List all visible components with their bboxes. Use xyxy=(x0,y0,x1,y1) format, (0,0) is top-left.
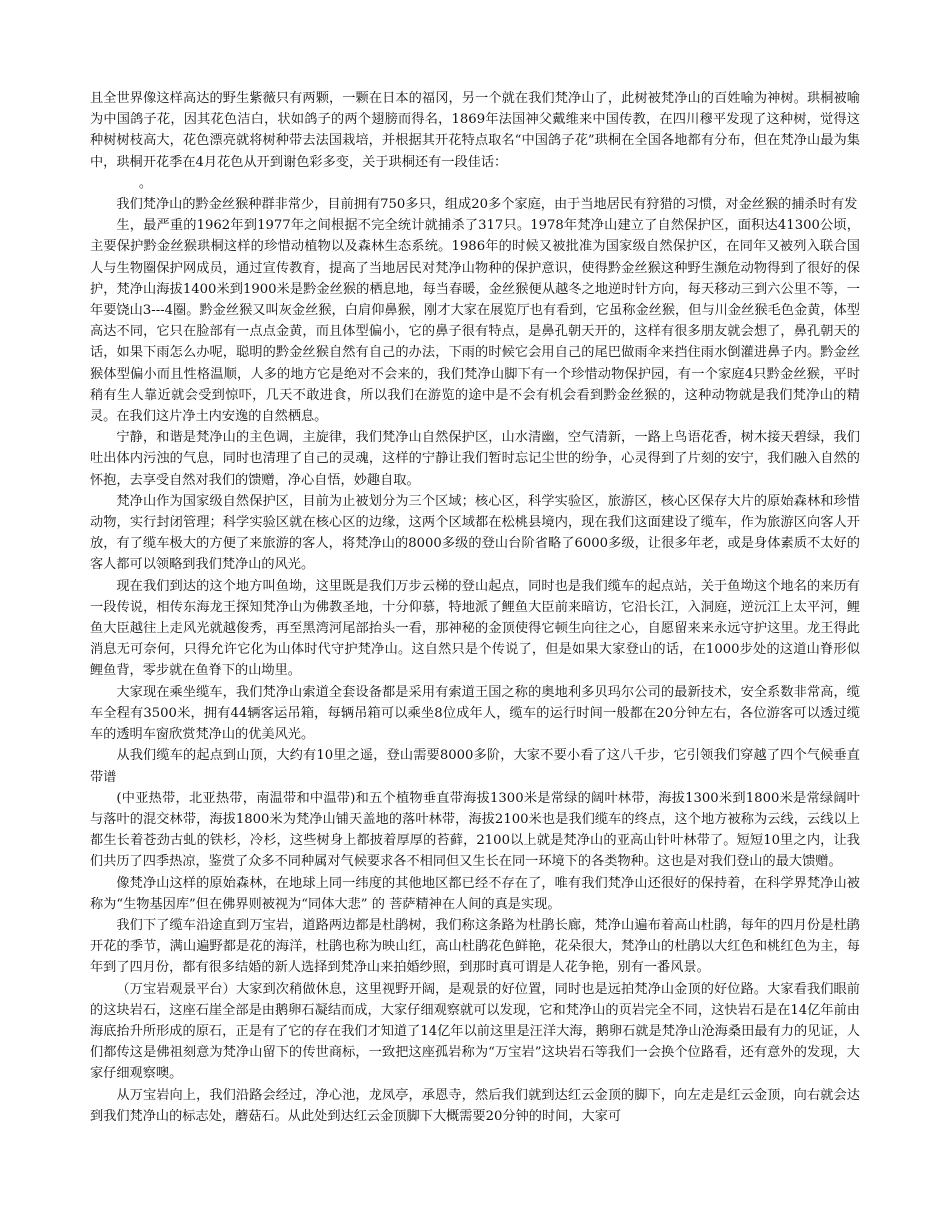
paragraph: 。 xyxy=(138,175,153,191)
paragraph: 梵净山作为国家级自然保护区，目前为止被划分为三个区域；核心区，科学实验区，旅游区，核心区保存大片的原始森林和珍惜动物，实行封闭管理；科学实验区就在核心区的边缘，这两个区域都在松桃县境内，现在我们这面建设了缆车，作为旅游区向客人开放，有了缆车极大的方便了来旅游的客人，将梵净山的8000多级的登山台阶省略了6000多级，让很多年老，或是身体素质不太好的客人都可以领略到我们梵净山的风光。 xyxy=(90,493,860,573)
paragraph: 我们下了缆车沿途直到万宝岩，道路两边都是杜鹃树，我们称这条路为杜鹃长廊，梵净山遍布着高山杜鹃，每年的四月份是杜鹃开花的季节，满山遍野都是花的海洋，杜鹃也称为映山红，高山杜鹃花色鲜艳，花朵很大，梵净山的杜鹃以大红色和桃红色为主，每年到了四月份，都有很多结婚的新人选择到梵净山来拍婚纱照，到那时真可谓是人花争艳，别有一番风景。 xyxy=(90,917,860,976)
paragraph: 从万宝岩向上，我们沿路会经过，净心池，龙凤亭，承恩寺，然后我们就到达红云金顶的脚下，向左走是红云金顶，向右就会达到我们梵净山的标志处，蘑菇石。从此处到达红云金顶脚下大概需要20分钟的时间，大家可 xyxy=(90,1087,860,1124)
paragraph: (中亚热带，北亚热带，南温带和中温带)和五个植物垂直带海拔1300米是常绿的阔叶林带，海拔1300米到1800米是常绿阔叶与落叶的混交林带，海拔1800米为梵净山铺天盖地的落叶林带，海拔2100米也是我们缆车的终点，这个地方被称为云线，云线以上都生长着苍劲古虬的铁杉，冷杉，这些树身上都披着厚厚的苔藓，2100以上就是梵净山的亚高山针叶林带了。短短10里之内，让我们共历了四季热凉，鉴赏了众多不同种属对气候要求各不相同但又生长在同一环境下的各类物种。这也是对我们登山的最大馈赠。 xyxy=(90,790,860,870)
paragraph: 大家现在乘坐缆车，我们梵净山索道全套设备都是采用有索道王国之称的奥地利多贝玛尔公司的最新技术，安全系数非常高，缆车全程有3500米，拥有44辆客运吊箱，每辆吊箱可以乘坐8位成年人，缆车的运行时间一般都在20分钟左右，各位游客可以透过缆车的透明车窗欣赏梵净山的优美风光。 xyxy=(90,684,860,743)
paragraph: 像梵净山这样的原始森林，在地球上同一纬度的其他地区都已经不存在了，唯有我们梵净山还很好的保持着，在科学界梵净山被称为“生物基因库”但在佛界则被视为“同体大悲” 的 菩萨精神在人间的真是实现。 xyxy=(90,875,860,912)
paragraph: 宁静，和谐是梵净山的主色调，主旋律，我们梵净山自然保护区，山水清幽，空气清新，一路上鸟语花香，树木接天碧绿，我们吐出体内污浊的气息，同时也清理了自己的灵魂，这样的宁静让我们暂时忘记尘世的纷争，心灵得到了片刻的安宁，我们融入自然的怀抱，去享受自然对我们的馈赠，净心自悟，妙趣自取。 xyxy=(90,430,860,488)
paragraph: 现在我们到达的这个地方叫鱼坳，这里既是我们万步云梯的登山起点，同时也是我们缆车的起点站，关于鱼坳这个地名的来历有一段传说，相传东海龙王探知梵净山为佛教圣地，十分仰慕，特地派了鲤鱼大臣前来暗访，它沿长江，入洞庭，逆沅江上太平河，鲤鱼大臣越往上走风光就越俊秀，再至黑湾河尾部抬头一看，那神秘的金顶使得它顿生向往之心，自愿留来来永远守护这里。龙王得此消息无可奈何，只得允许它化为山体时代守护梵净山。这自然只是个传说了，但是如果大家登山的话，在1000步处的这道山脊形似鲤鱼背，零步就在鱼脊下的山坳里。 xyxy=(90,578,860,679)
paragraph: 生，最严重的1962年到1977年之间根据不完全统计就捕杀了317只。1978年梵净山建立了自然保护区，面积达41300公顷，主要保护黔金丝猴珙桐这样的珍惜动植物以及森林生态系统。1986年的时候又被批准为国家级自然保护区，在同年又被列入联合国人与生物圈保护网成员，通过宣传教育，提高了当地居民对梵净山物种的保护意识，使得黔金丝猴这种野生濒危动物得到了很好的保护，梵净山海拔1400米到1900米是黔金丝猴的栖息地，每当春暖，金丝猴便从越冬之地逆时针方向，每天移动三到六公里不等，一年要饶山3---4圈。黔金丝猴又叫灰金丝猴，白肩仰鼻猴，刚才大家在展览厅也有看到，它虽称金丝猴，但与川金丝猴毛色金黄，体型高达不同，它只在脸部有一点点金黄，而且体型偏小，它的鼻子很有特点，是鼻孔朝天开的，这样有很多朋友就会想了，鼻孔朝天的话，如果下雨怎么办呢，聪明的黔金丝猴自然有自己的办法，下雨的时候它会用自己的尾巴做雨伞来挡住雨水倒灌进鼻子内。黔金丝猴体型偏小而且性格温顺，人多的地方它是绝对不会来的，我们梵净山脚下有一个珍惜动物保护园，有一个家庭4只黔金丝猴，平时稍有生人靠近就会受到惊吓，几天不敢进食，所以我们在游览的途中是不会有机会看到黔金丝猴的，这种动物就是我们梵净山的精灵。在我们这片净土内安逸的自然栖息。 xyxy=(90,218,860,425)
paragraph: 从我们缆车的起点到山顶，大约有10里之遥，登山需要8000多阶，大家不要小看了这八千步，它引领我们穿越了四个气候垂直带谱 xyxy=(90,748,860,785)
paragraph: 且全世界像这样高达的野生紫薇只有两颗，一颗在日本的福冈，另一个就在我们梵净山了，此树被梵净山的百姓喻为神树。珙桐被喻为中国鸽子花，因其花色洁白，状如鸽子的两个翅膀而得名，1869年法国神父戴维来中国传教，在四川穆平发现了这种树，觉得这种树树枝高大，花色漂亮就将树种带去法国栽培，并根据其开花特点取名“中国鸽子花”珙桐在全国各地都有分布，但在梵净山最为集中，珙桐开花季在4月花色从开到谢色彩多变，关于珙桐还有一段佳话： xyxy=(90,91,860,170)
paragraph: 我们梵净山的黔金丝猴种群非常少，目前拥有750多只，组成20多个家庭，由于当地居民有狩猎的习惯，对金丝猴的捕杀时有发 xyxy=(116,197,858,213)
document-body xyxy=(90,88,860,1127)
paragraph: （万宝岩观景平台）大家到次稍做休息，这里视野开阔，是观景的好位置，同时也是远拍梵净山金顶的好位路。大家看我们眼前的这块岩石，这座石崖全部是由鹅卵石凝结而成，大家仔细观察就可以发现，它和梵净山的页岩完全不同，这快岩石是在14亿年前由海底抬升所形成的原石，正是有了它的存在我们才知道了14亿年以前这里是汪洋大海，鹅卵石就是梵净山沧海桑田最有力的见证，人们都传这是佛祖刻意为梵净山留下的传世商标，一致把这座孤岩称为“万宝岩”这块岩石等我们一会换个位路看，还有意外的发现，大家仔细观察噢。 xyxy=(90,981,860,1082)
